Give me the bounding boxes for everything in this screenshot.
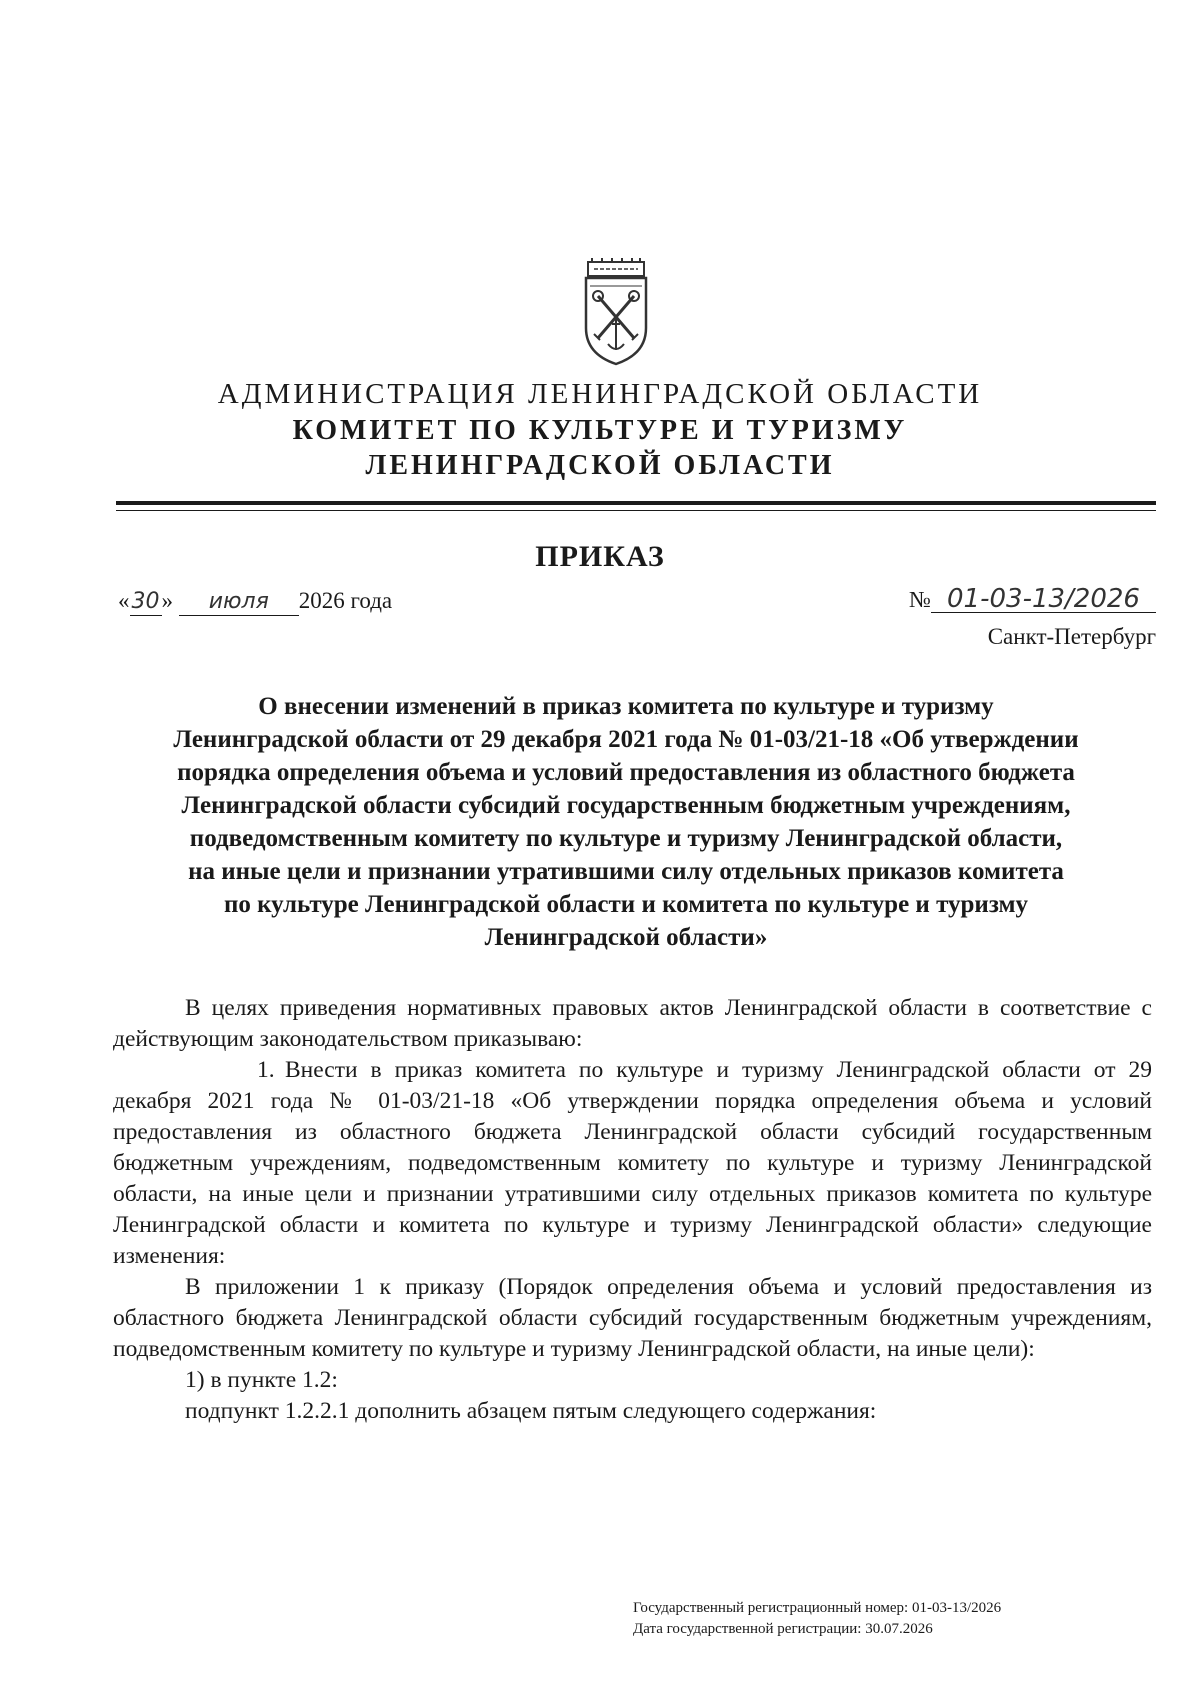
committee-name-line1: КОМИТЕТ ПО КУЛЬТУРЕ И ТУРИЗМУ <box>292 415 908 446</box>
body-paragraph-amendment: подпункт 1.2.2.1 дополнить абзацем пятым следующего содержания: <box>185 1398 877 1424</box>
title-line: порядка определения объема и условий предоставления из областного бюджета <box>177 759 1075 786</box>
title-line: Ленинградской области субсидий государственным бюджетным учреждениям, <box>181 792 1071 819</box>
order-date <box>118 588 392 616</box>
order-number <box>909 586 1156 613</box>
date-month: июля <box>179 589 299 616</box>
date-year: 2026 года <box>298 588 393 613</box>
date-open-quote: « <box>118 588 130 613</box>
title-line: Ленинградской области» <box>484 924 768 951</box>
registration-footer <box>633 1598 1001 1640</box>
committee-name-line2: ЛЕНИНГРАДСКОЙ ОБЛАСТИ <box>365 450 835 481</box>
body-paragraph-appendix: В приложении 1 к приказу (Порядок определения объема и условий предоставления из областного бюджета Ленинградской области субсидий государственным бюджетным учреждениям, подведомственным комитету по культуре и туризму Ленинградской области, на иные цели): <box>113 1274 1152 1362</box>
date-day: 30 <box>131 589 160 614</box>
coat-of-arms-icon <box>580 258 652 366</box>
title-line: по культуре Ленинградской области и комитета по культуре и туризму <box>223 891 1029 918</box>
title-line: Ленинградской области от 29 декабря 2021 года № 01-03/21-18 «Об утверждении <box>173 726 1079 753</box>
body-paragraph-subitem: 1) в пункте 1.2: <box>185 1367 338 1393</box>
header-rule-thick <box>116 501 1156 505</box>
administration-name: АДМИНИСТРАЦИЯ ЛЕНИНГРАДСКОЙ ОБЛАСТИ <box>217 378 983 410</box>
registration-date: Дата государственной регистрации: 30.07.2026 <box>633 1621 933 1637</box>
order-body <box>113 993 1152 1427</box>
order-title <box>100 690 1152 954</box>
title-line: на иные цели и признании утратившими силу отдельных приказов комитета <box>188 858 1064 885</box>
title-line: подведомственным комитету по культуре и туризму Ленинградской области, <box>189 825 1063 852</box>
item-number: 1. <box>257 1057 275 1083</box>
number-value: 01-03-13/2026 <box>931 586 1156 613</box>
city-name: Санкт-Петербург <box>987 624 1156 649</box>
registration-number: Государственный регистрационный номер: 01-03-13/2026 <box>633 1600 1002 1616</box>
header-rule-thin <box>116 510 1156 511</box>
title-line: О внесении изменений в приказ комитета по культуре и туризму <box>258 693 994 720</box>
document-type: ПРИКАЗ <box>535 540 665 573</box>
date-close-quote: » <box>161 588 173 613</box>
number-prefix: № <box>909 587 931 612</box>
body-paragraph-preamble: В целях приведения нормативных правовых актов Ленинградской области в соответствие с действующим законодательством приказываю: <box>113 995 1152 1052</box>
item-1-text: Внести в приказ комитета по культуре и туризму Ленинградской области от 29 декабря 2021 года № 01-03/21-18 «Об утверждении порядка определения объема и условий предоставления из областного бюджета Ленинградской области субсидий государственным бюджетным учреждениям, подведомственным комитету по культуре и туризму Ленинградской области, на иные цели и признании утратившими силу отдельных приказов комитета по культуре Ленинградской области и комитета по культуре и туризму Ленинградской области» следующие изменения: <box>113 1057 1152 1269</box>
body-paragraph-item-1 <box>113 1055 1152 1272</box>
